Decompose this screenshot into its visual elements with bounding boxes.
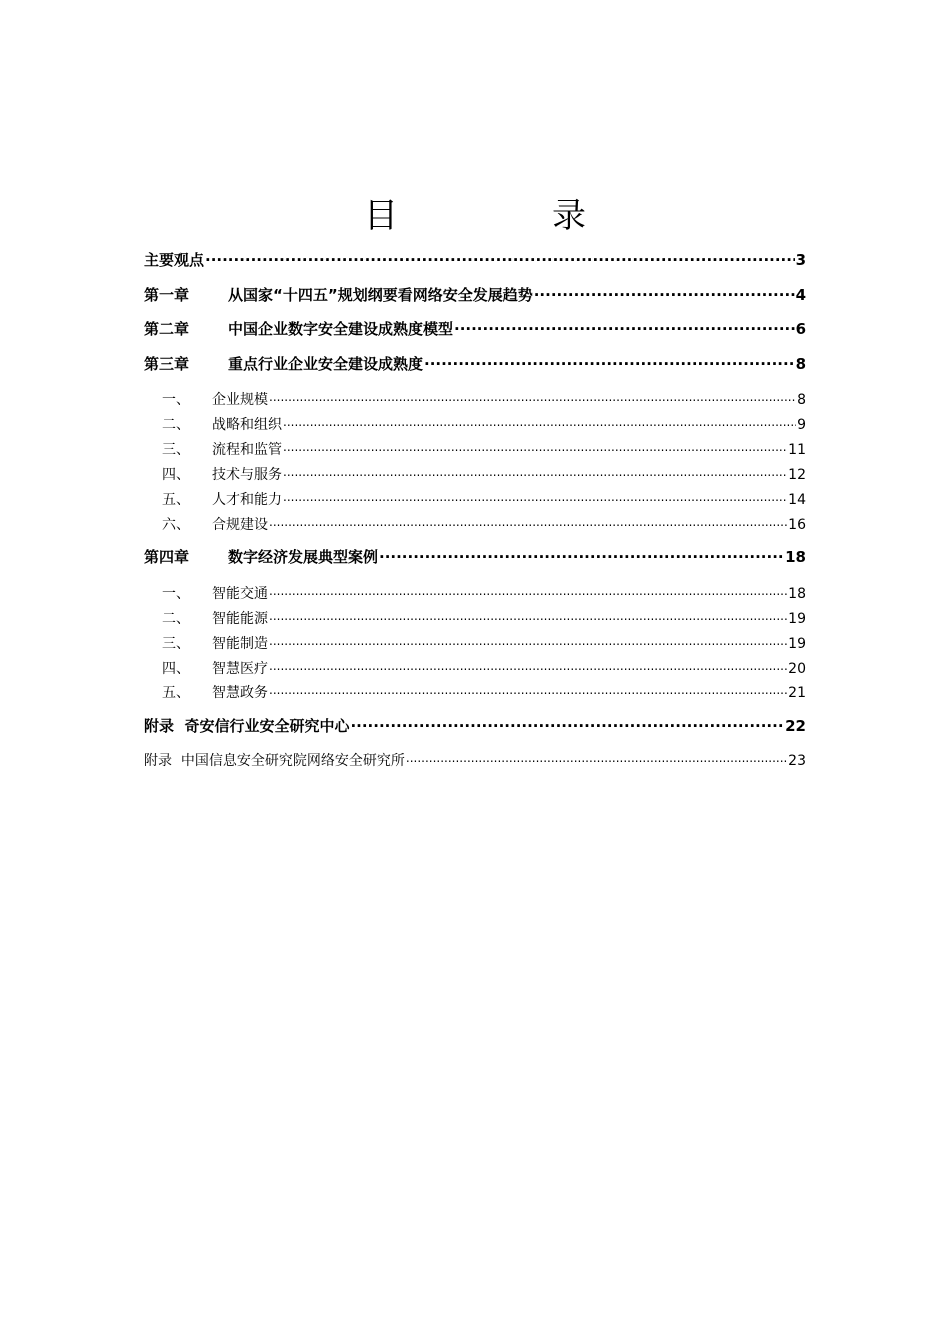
toc-section-number: 五、 xyxy=(162,492,190,508)
toc-entry-4-2[interactable] xyxy=(144,608,806,628)
toc-entry-label: 战略和组织 xyxy=(212,417,282,433)
toc-entry-label: 从国家“十四五”规划纲要看网络安全发展趋势 xyxy=(228,286,533,304)
toc-page-number: 6 xyxy=(795,320,806,338)
toc-entry-label: 附录 中国信息安全研究院网络安全研究所 xyxy=(144,753,405,769)
toc-section-number: 二、 xyxy=(162,611,190,627)
toc-page-number: 19 xyxy=(788,611,806,627)
toc-page-number: 18 xyxy=(785,548,806,566)
toc-page-number: 12 xyxy=(788,467,806,483)
toc-entry-label: 中国企业数字安全建设成熟度模型 xyxy=(228,320,454,338)
toc-section-number: 二、 xyxy=(162,417,190,433)
toc-entry-label: 智能交通 xyxy=(212,586,268,602)
dot-leader xyxy=(269,659,787,673)
toc-chapter-number: 第二章 xyxy=(144,320,190,338)
dot-leader xyxy=(283,415,796,429)
toc-entry-3-5[interactable] xyxy=(144,489,806,509)
toc-entry-label: 企业规模 xyxy=(212,392,268,408)
toc-entry-label: 技术与服务 xyxy=(212,467,282,483)
dot-leader xyxy=(379,547,784,562)
toc-entry-3-6[interactable] xyxy=(144,514,806,534)
toc-section-number: 三、 xyxy=(162,636,190,652)
toc-page-number: 18 xyxy=(788,586,806,602)
toc-entry-4-3[interactable] xyxy=(144,633,806,653)
toc-entry-label: 智慧政务 xyxy=(212,685,268,701)
toc-page-number: 4 xyxy=(795,286,806,304)
dot-leader xyxy=(269,609,787,623)
toc-entry-3-2[interactable] xyxy=(144,414,806,434)
toc-section-number: 六、 xyxy=(162,517,190,533)
toc-entry-appendix-2[interactable] xyxy=(144,750,806,770)
dot-leader xyxy=(269,683,787,697)
toc-entry-4-5[interactable] xyxy=(144,682,806,702)
toc-entry-appendix-1[interactable] xyxy=(144,715,806,736)
toc-entry-label: 数字经济发展典型案例 xyxy=(228,548,379,566)
toc-page-number: 19 xyxy=(788,636,806,652)
toc-page-number: 22 xyxy=(785,717,806,735)
toc-section-number: 一、 xyxy=(162,586,190,602)
toc-entry-label: 主要观点 xyxy=(144,251,205,269)
toc-page-number: 23 xyxy=(788,753,806,769)
toc-page-number: 16 xyxy=(788,517,806,533)
toc-entry-label: 人才和能力 xyxy=(212,492,282,508)
toc-chapter-number: 第三章 xyxy=(144,355,190,373)
toc-page-number: 14 xyxy=(788,492,806,508)
toc-entry-chapter-2[interactable] xyxy=(144,318,806,339)
toc-entry-label: 附录 奇安信行业安全研究中心 xyxy=(144,717,350,735)
toc-page-number: 3 xyxy=(795,251,806,269)
dot-leader xyxy=(534,285,795,300)
dot-leader xyxy=(454,319,795,334)
toc-entry-label: 重点行业企业安全建设成熟度 xyxy=(228,355,424,373)
toc-page-number: 20 xyxy=(788,661,806,677)
toc-entry-4-1[interactable] xyxy=(144,583,806,603)
dot-leader xyxy=(269,515,787,529)
toc-entry-label: 智能能源 xyxy=(212,611,268,627)
toc-entry-chapter-3[interactable] xyxy=(144,353,806,374)
toc-entry-3-4[interactable] xyxy=(144,464,806,484)
toc-entry-3-3[interactable] xyxy=(144,439,806,459)
toc-title: 目 录 xyxy=(364,196,646,236)
toc-section-number: 三、 xyxy=(162,442,190,458)
toc-entry-label: 智能制造 xyxy=(212,636,268,652)
dot-leader xyxy=(283,465,787,479)
toc-entry-label: 智慧医疗 xyxy=(212,661,268,677)
toc-chapter-number: 第四章 xyxy=(144,548,190,566)
toc-page-number: 9 xyxy=(797,417,806,433)
toc-page-number: 8 xyxy=(795,355,806,373)
toc-page-number: 21 xyxy=(788,685,806,701)
dot-leader xyxy=(269,634,787,648)
toc-entry-chapter-4[interactable] xyxy=(144,546,806,567)
dot-leader xyxy=(269,584,787,598)
toc-section-number: 四、 xyxy=(162,661,190,677)
toc-entry-label: 流程和监管 xyxy=(212,442,282,458)
toc-entry-4-4[interactable] xyxy=(144,658,806,678)
toc-entry-main-points[interactable] xyxy=(144,249,806,270)
toc-page-number: 11 xyxy=(788,442,806,458)
toc-section-number: 一、 xyxy=(162,392,190,408)
dot-leader xyxy=(269,390,796,404)
dot-leader xyxy=(424,354,795,369)
toc-page-number: 8 xyxy=(797,392,806,408)
toc-entry-3-1[interactable] xyxy=(144,389,806,409)
toc-entry-label: 合规建设 xyxy=(212,517,268,533)
dot-leader xyxy=(205,250,795,265)
dot-leader xyxy=(406,751,787,765)
dot-leader xyxy=(350,716,784,731)
toc-chapter-number: 第一章 xyxy=(144,286,190,304)
toc-entry-chapter-1[interactable] xyxy=(144,284,806,305)
dot-leader xyxy=(283,440,787,454)
toc-section-number: 五、 xyxy=(162,685,190,701)
dot-leader xyxy=(283,490,787,504)
toc-section-number: 四、 xyxy=(162,467,190,483)
